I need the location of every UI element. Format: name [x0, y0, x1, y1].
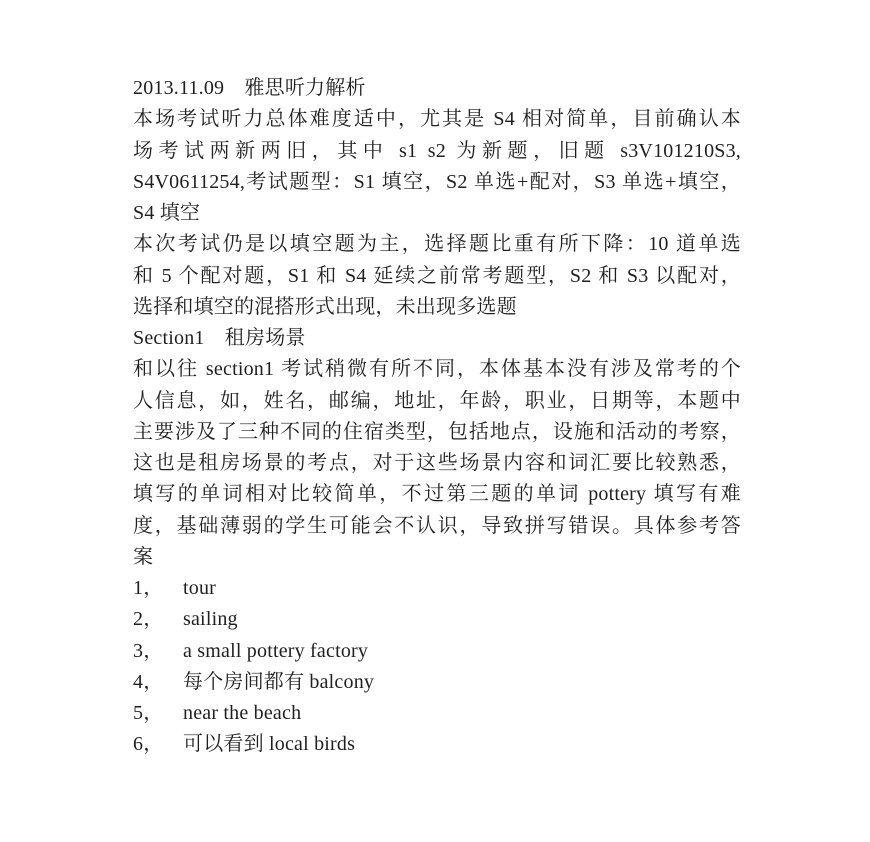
answer-text: 可以看到 local birds — [183, 733, 356, 756]
document-title: 2013.11.09 雅思听力解析 — [133, 77, 366, 99]
text-line: 选择和填空的混搭形式出现，未出现多选题 — [133, 295, 517, 318]
document-body — [133, 73, 741, 761]
text-line: 主要涉及了三种不同的住宿类型，包括地点，设施和活动的考察， — [133, 420, 741, 443]
answer-line — [133, 604, 741, 635]
answer-line — [133, 698, 741, 729]
text-line: 案 — [133, 545, 154, 568]
text-line: Section1 租房场景 — [133, 327, 306, 349]
text-line: 本场考试听力总体难度适中，尤其是 S4 相对简单，目前确认本 — [133, 108, 741, 131]
answer-line — [133, 636, 741, 667]
answer-text: 每个房间都有 balcony — [183, 670, 375, 693]
text-line: 度，基础薄弱的学生可能会不认识，导致拼写错误。具体参考答 — [133, 514, 741, 537]
text-line: 本次考试仍是以填空题为主，选择题比重有所下降：10 道单选 — [133, 233, 741, 256]
answer-text: a small pottery factory — [183, 639, 369, 662]
text-line: 和以往 section1 考试稍微有所不同，本体基本没有涉及常考的个 — [133, 358, 741, 381]
answer-text: sailing — [183, 608, 238, 631]
answer-line — [133, 729, 741, 760]
text-line: 和 5 个配对题，S1 和 S4 延续之前常考题型，S2 和 S3 以配对， — [133, 264, 741, 287]
answer-text: near the beach — [183, 702, 302, 724]
answer-line — [133, 573, 741, 604]
answer-number: 4， — [133, 670, 164, 693]
text-line: 人信息，如，姓名，邮编，地址，年龄，职业，日期等，本题中 — [133, 389, 741, 412]
answer-number: 1， — [133, 577, 164, 599]
text-line: 填写的单词相对比较简单，不过第三题的单词 pottery 填写有难 — [133, 483, 741, 506]
answer-number: 3， — [133, 639, 164, 662]
text-line: S4 填空 — [133, 202, 201, 224]
answer-line — [133, 667, 741, 698]
answer-number: 6， — [133, 733, 164, 756]
text-line: 场考试两新两旧，其中 s1 s2 为新题，旧题 s3V101210S3, — [133, 139, 741, 162]
answer-text: tour — [183, 577, 217, 599]
text-line: S4V0611254,考试题型：S1 填空，S2 单选+配对，S3 单选+填空， — [133, 170, 741, 193]
answer-number: 5， — [133, 702, 164, 724]
text-line: 这也是租房场景的考点，对于这些场景内容和词汇要比较熟悉， — [133, 452, 741, 474]
answer-number: 2， — [133, 608, 164, 631]
